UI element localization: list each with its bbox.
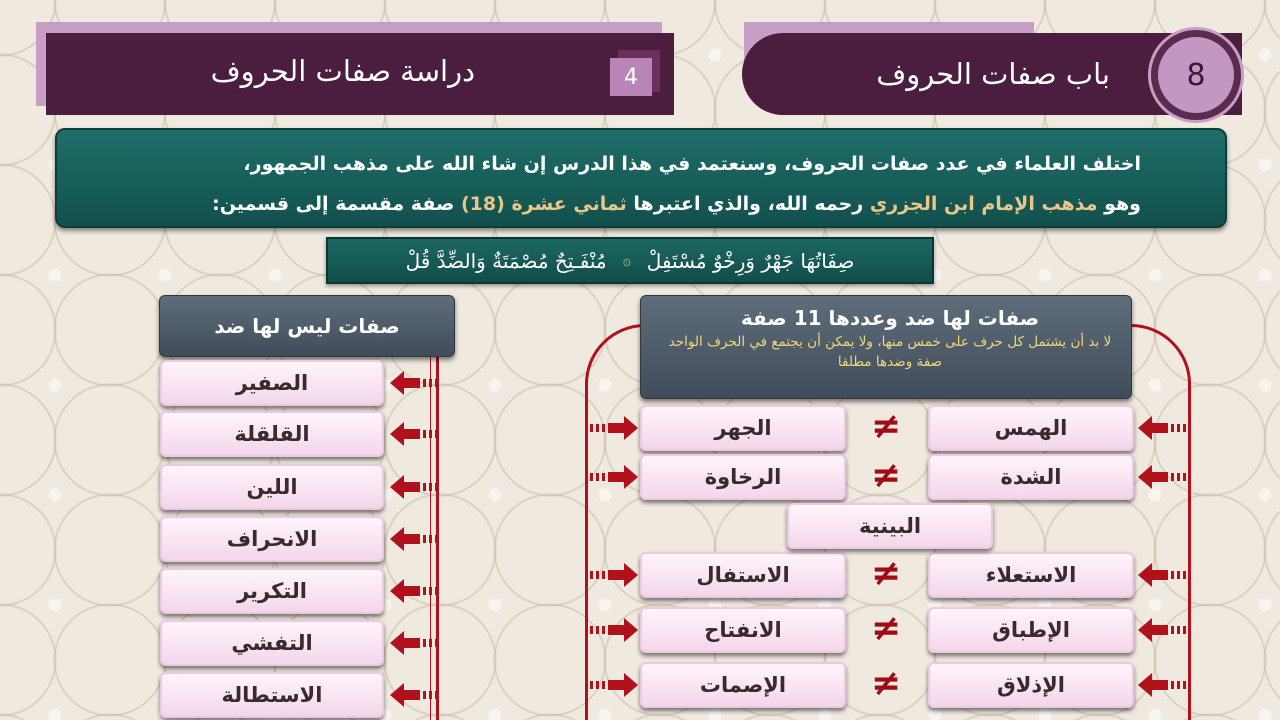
- trait-no-opposite: الانحراف: [160, 516, 384, 562]
- trait-left: الرخاوة: [640, 454, 846, 500]
- verse-part-1: صِفَاتُهَا جَهْرٌ وَرِخْوٌ مُسْتَفِلْ: [646, 248, 855, 273]
- arrow-icon: [388, 473, 440, 501]
- trait-left: الاستفال: [640, 552, 846, 598]
- arrow-icon: [388, 525, 440, 553]
- trait-right: الهمس: [928, 405, 1134, 451]
- lesson-number: 4: [610, 58, 652, 96]
- not-equal-icon: ≠: [870, 455, 902, 496]
- arrow-icon: [388, 369, 440, 397]
- arrow-icon: [1136, 463, 1188, 491]
- not-equal-icon: ≠: [870, 663, 902, 704]
- verse-separator-icon: ۞: [622, 252, 631, 269]
- arrow-icon: [588, 463, 640, 491]
- intro-line-1: اختلف العلماء في عدد صفات الحروف، وسنعتمد في هذا الدرس إن شاء الله على مذهب الجمهور،: [243, 153, 1141, 175]
- arrow-icon: [1136, 414, 1188, 442]
- lesson-title: دراسة صفات الحروف: [210, 54, 475, 88]
- verse-box: [326, 237, 934, 284]
- trait-left: الإصمات: [640, 662, 846, 708]
- trait-right: الإطباق: [928, 607, 1134, 653]
- arrow-icon: [1136, 671, 1188, 699]
- trait-no-opposite: القلقلة: [160, 411, 384, 457]
- chapter-number: 8: [1158, 37, 1234, 113]
- trait-no-opposite: اللين: [160, 464, 384, 510]
- trait-no-opposite: الصفير: [160, 360, 384, 406]
- with-opposite-title: صفات لها ضد وعددها 11 صفة: [740, 306, 1040, 330]
- intro-text: صفة مقسمة إلى قسمين:: [212, 193, 461, 215]
- intro-highlight-imam: مذهب الإمام ابن الجزري: [869, 193, 1098, 215]
- with-opposite-note: لا بد أن يشتمل كل حرف على خمس منها، ولا يمكن أن يجتمع في الحرف الواحد صفة وضدها مطلقا: [668, 334, 1112, 370]
- arrow-icon: [588, 616, 640, 644]
- trait-no-opposite: الاستطالة: [160, 672, 384, 718]
- intro-box: [55, 128, 1227, 228]
- arrow-icon: [388, 629, 440, 657]
- trait-right: الاستعلاء: [928, 552, 1134, 598]
- chapter-title: باب صفات الحروف: [876, 57, 1110, 91]
- intro-text: رحمه الله، والذي اعتبرها: [626, 193, 870, 215]
- trait-left: الانفتاح: [640, 607, 846, 653]
- trait-right: الشدة: [928, 454, 1134, 500]
- not-equal-icon: ≠: [870, 406, 902, 447]
- arrow-icon: [588, 414, 640, 442]
- middle-trait: البينية: [787, 503, 993, 549]
- arrow-icon: [588, 561, 640, 589]
- verse-part-2: مُنْفَـتِحٌ مُصْمَتَةٌ وَالضِّدَّ قُلْ: [405, 248, 607, 273]
- intro-line-2: [97, 184, 1141, 224]
- arrow-icon: [388, 681, 440, 709]
- intro-text: وهو: [1097, 193, 1141, 215]
- not-equal-icon: ≠: [870, 553, 902, 594]
- trait-no-opposite: التفشي: [160, 620, 384, 666]
- not-equal-icon: ≠: [870, 608, 902, 649]
- arrow-icon: [388, 420, 440, 448]
- trait-no-opposite: التكرير: [160, 568, 384, 614]
- arrow-icon: [588, 671, 640, 699]
- with-opposite-header: [640, 295, 1132, 399]
- intro-highlight-count: ثماني عشرة: [511, 193, 627, 215]
- trait-left: الجهر: [640, 405, 846, 451]
- no-opposite-header: صفات ليس لها ضد: [159, 295, 455, 357]
- arrow-icon: [1136, 616, 1188, 644]
- arrow-icon: [1136, 561, 1188, 589]
- intro-highlight-number: (18): [460, 193, 505, 215]
- trait-right: الإذلاق: [928, 662, 1134, 708]
- arrow-icon: [388, 577, 440, 605]
